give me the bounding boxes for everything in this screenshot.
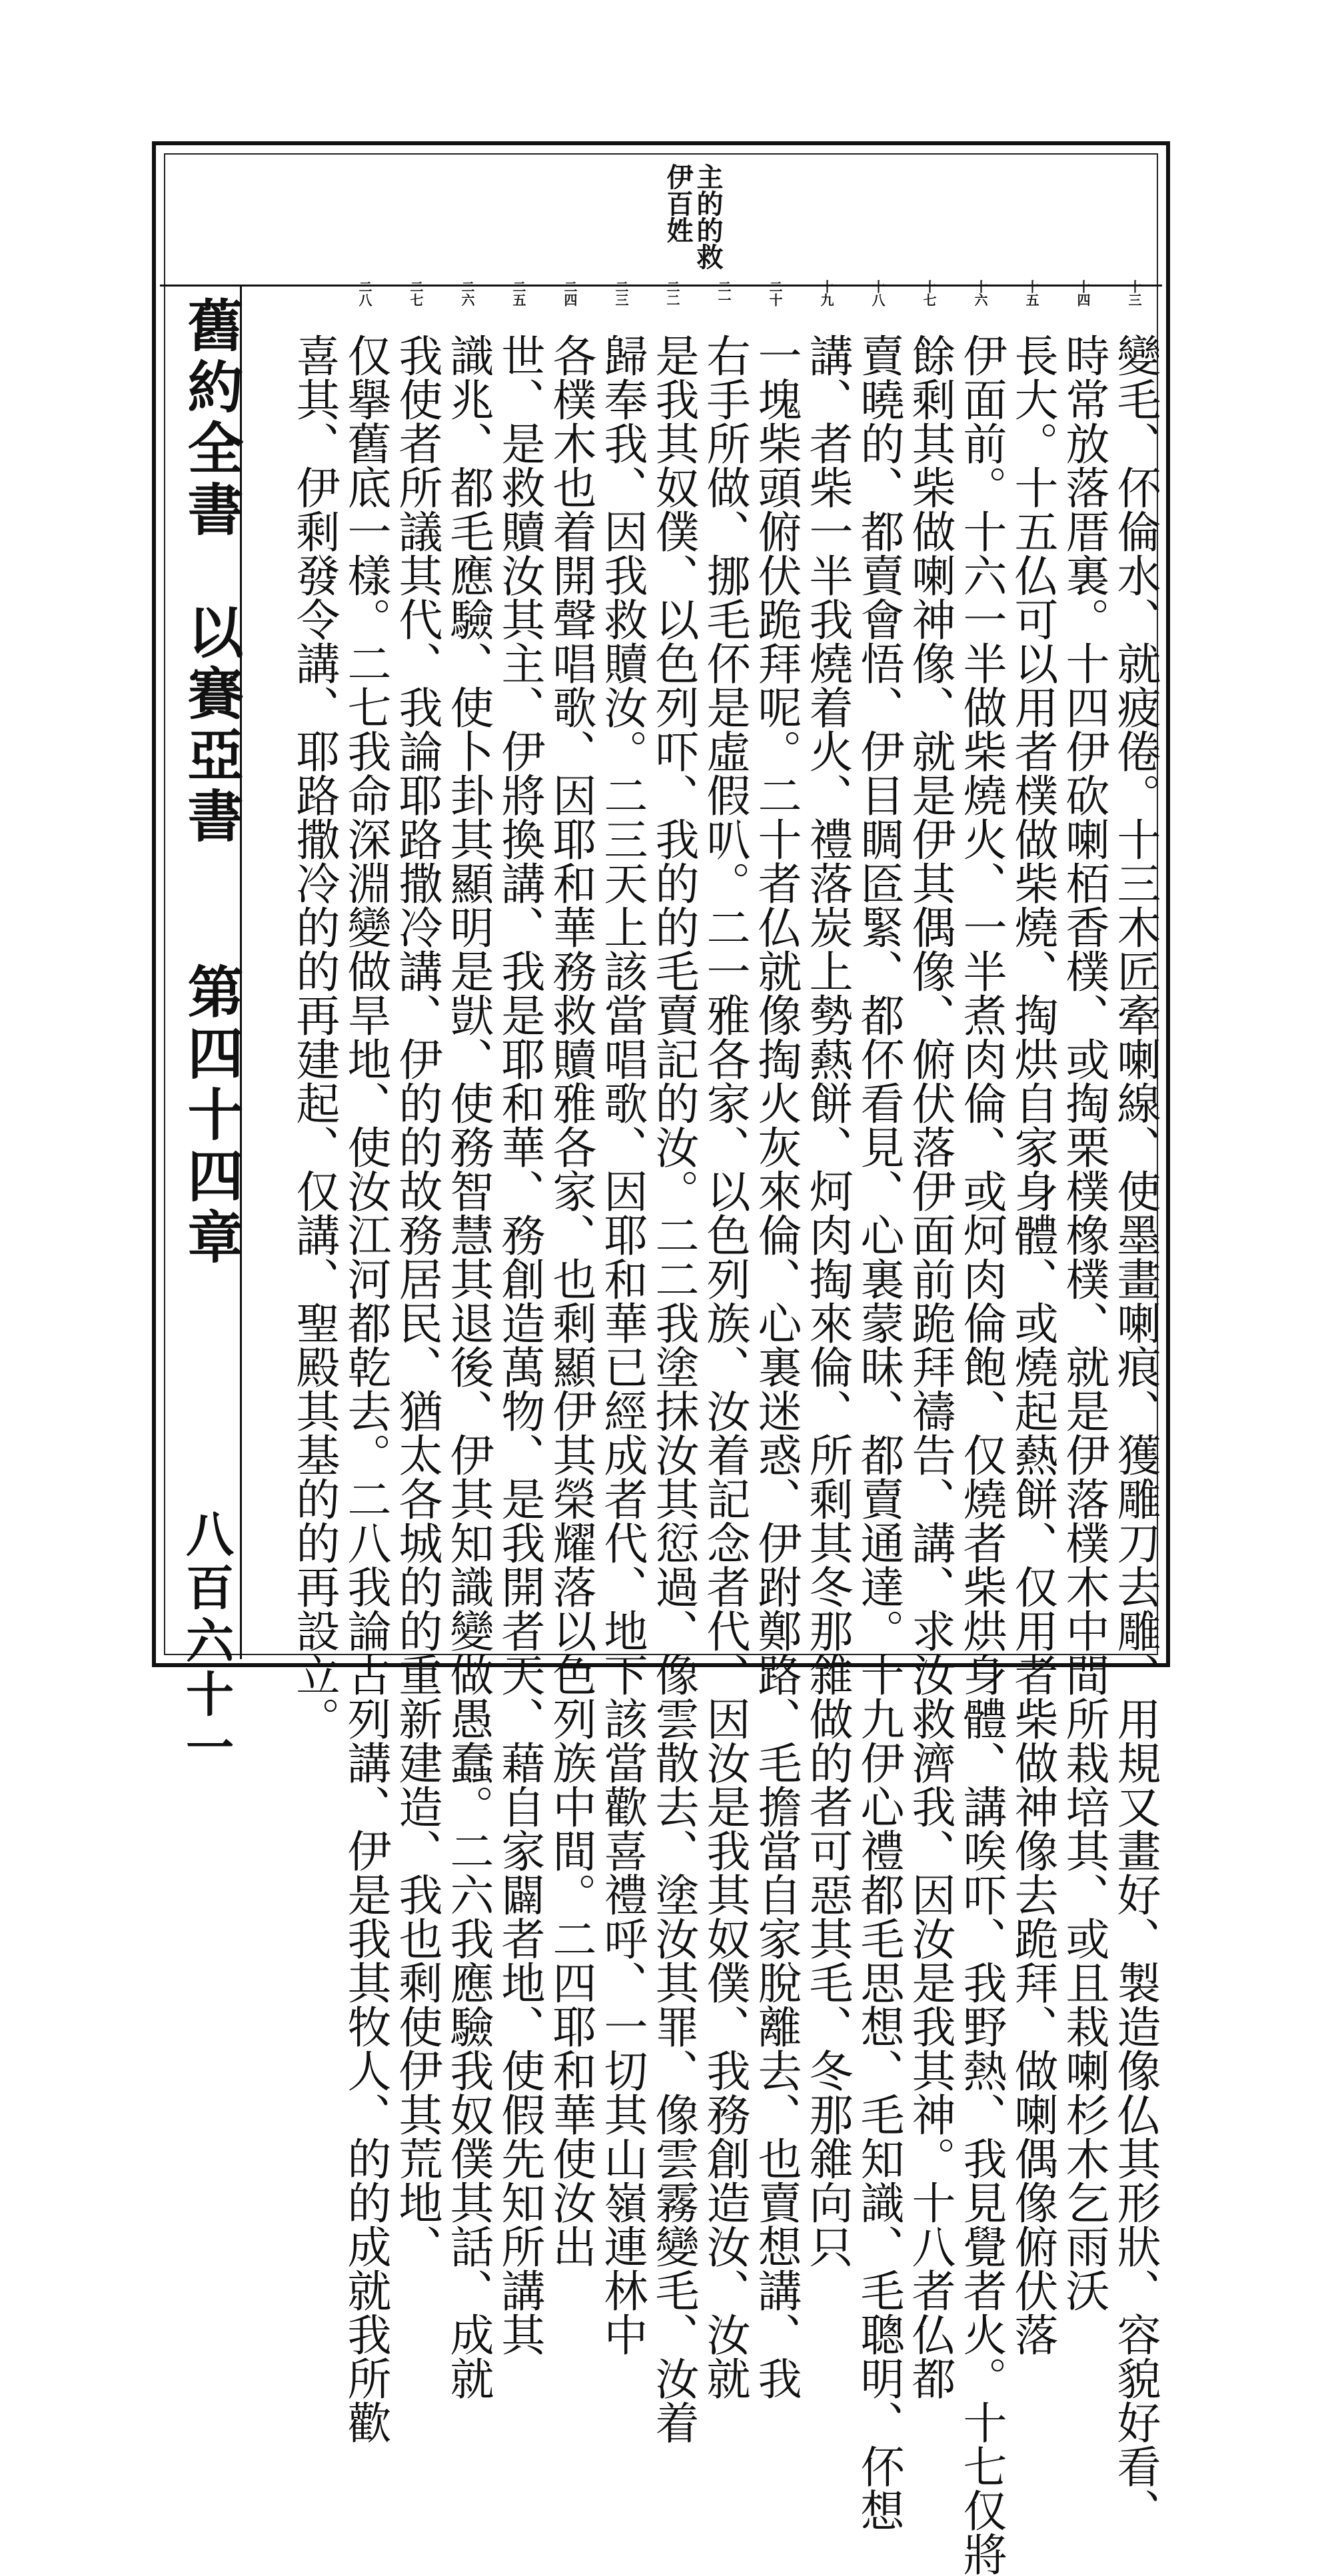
text-column: 賣曉的、都賣會悟、伊目睭匼緊、都伓看見、心裏蒙昧、都賣通達。十九伊心禮都毛思想、毛知識、毛聰明、伓想 (853, 333, 904, 2532)
text-column: 仅擧舊底一樣。二七我命深淵變做旱地、使汝江河都乾去。二八我論古列講、伊是我其牧人、的的成就我所歡 (340, 333, 391, 2444)
verse-marker: 二一 (716, 280, 732, 307)
verse-marker: 二三 (613, 280, 629, 307)
chapter-title: 第四十四章 (179, 963, 245, 1269)
text-column: 時常放落厝裏。十四伊砍喇栢香樸、或掏栗樸橡樸、就是伊落樸木中間所栽培其、或且栽喇杉木乞雨沃 (1058, 333, 1109, 2312)
verse-marker: 十四 (1075, 280, 1091, 307)
text-column: 長大。十五仏可以用者樸做柴燒、掏烘自家身體、或燒起爇餅、仅用者柴做神像去跪拜、做喇偶像俯伏落 (1007, 333, 1058, 2356)
verse-marker: 二八 (356, 280, 372, 307)
verse-marker: 二五 (510, 280, 526, 307)
verse-marker: 二十 (767, 280, 783, 307)
verse-marker: 十九 (818, 280, 834, 307)
heading-line-1: 主的的救 (692, 163, 724, 270)
verse-marker: 十六 (972, 280, 988, 307)
text-column: 各樸木也着開聲唱歌、因耶和華務救贖雅各家、也剩顯伊其榮耀落以色列族中間。二四耶和華使汝出 (545, 333, 596, 2268)
verse-marker: 十三 (1126, 280, 1142, 307)
text-column: 是我其奴僕、以色列吓、我的的毛賣記的汝。二二我塗抹汝其愆過、像雲散去、塗汝其罪、像雲霧變毛、汝着 (648, 333, 699, 2444)
verse-marker: 二七 (408, 280, 424, 307)
verse-marker: 二四 (562, 280, 578, 307)
text-column: 我使者所議其代、我論耶路撒冷講、伊的的故務居民、猶太各城的的重新建造、我也剩使伊其荒地、 (391, 333, 442, 2268)
page-number: 八百六十一 (178, 1509, 235, 1776)
verse-marker: 二六 (459, 280, 475, 307)
verse-marker: 十八 (870, 280, 886, 307)
verse-marker: 二二 (664, 280, 680, 307)
title-column (163, 297, 245, 1776)
text-column: 歸奉我、因我救贖汝。二三天上該當唱歌、因耶和華已經成者代、地下該當歡喜禮呼、一切其山嶺連林中 (596, 333, 648, 2356)
verse-marker: 十五 (1023, 280, 1039, 307)
text-column: 講、者柴一半我燒着火、禮落炭上勢爇餅、炣肉掏來倫、所剩其冬那雓做的者可惡其毛、冬那雓向只 (802, 333, 853, 2268)
header-divider (160, 285, 1162, 287)
text-column: 變毛、伓倫水、就疲倦。十三木匠牽喇線、使墨畫喇痕、獲雕刀去雕、用規又畫好、製造像仏其形狀、容貌好看、 (1109, 333, 1161, 2532)
heading-line-2: 伊百姓 (662, 163, 694, 243)
text-column: 世、是救贖汝其主、伊將換講、我是耶和華、務創造萬物、是我開者天、藉自家闢者地、使假先知所講其 (494, 333, 545, 2356)
book-title: 舊約全書 以賽亞書 (179, 297, 245, 848)
text-column: 喜其、伊剩發令講、耶路撒冷的的再建起、仅講、聖殿其基的的再設立。 (289, 333, 340, 1740)
text-column: 伊面前。十六一半做柴燒火、一半煮肉倫、或炣肉倫飽、仅燒者柴烘身體、講唉吓、我野熱、我見覺者火。十七仅將 (956, 333, 1007, 2576)
text-column: 一塊柴頭俯伏跪拜呢。二十者仏就像掏火灰來倫、心裏迷惑、伊跗鄭路、毛擔當自家脫離去、也賣想講、我 (750, 333, 802, 2400)
verse-marker: 十七 (921, 280, 937, 307)
text-column: 餘剩其柴做喇神像、就是伊其偶像、俯伏落伊面前跪拜禱告、講、求汝救濟我、因汝是我其神。十八者仏都 (904, 333, 956, 2400)
text-column: 識兆、都毛應驗、使卜卦其顯明是獃、使務智慧其退後、伊其知識變做愚蠢。二六我應驗我奴僕其話、成就 (442, 333, 494, 2400)
text-column: 右手所做、挪毛伓是虛假叭。二一雅各家、以色列族、汝着記念者代、因汝是我其奴僕、我務創造汝、汝就 (699, 333, 750, 2400)
